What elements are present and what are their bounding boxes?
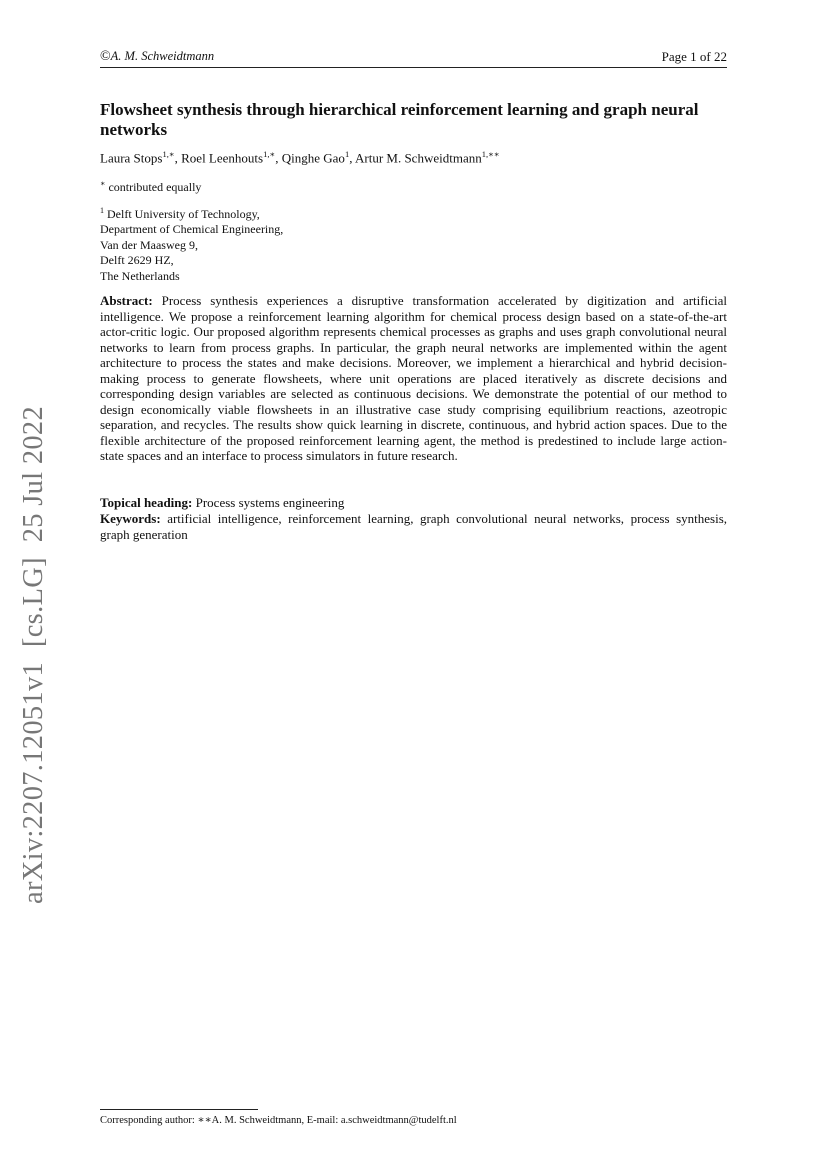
author-affiliation-mark: 1	[344, 149, 350, 159]
affiliation-line: Van der Maasweg 9,	[100, 237, 198, 252]
header-divider	[100, 67, 727, 68]
copyright-symbol: ©	[100, 49, 111, 64]
running-header-author	[100, 49, 214, 65]
affiliation-line: The Netherlands	[100, 268, 180, 283]
abstract-label: Abstract:	[100, 293, 153, 308]
paper-title: Flowsheet synthesis through hierarchical reinforcement learning and graph neural networks	[100, 100, 699, 139]
equal-contribution-note: ∗ contributed equally	[100, 179, 202, 194]
abstract-text: Process synthesis experiences a disruptive transformation accelerated by digitization and artificial intelligence. We propose a reinforcement learning algorithm for chemical process design based on a state-of-the-art actor-critic logic. Our proposed algorithm represents chemical processes as graphs and uses graph convolutional neural networks to learn from process graphs. In particular, the graph neural networks are implemented within the agent architecture to process the states and make decisions. Moreover, we implement a hierarchical and hybrid decision-making process to generate flowsheets, where unit operations are placed iteratively as discrete decisions and corresponding design variables are selected as continuous decisions. We demonstrate the potential of our method to design economically viable flowsheets in an illustrative case study comprising equilibrium reactions, azeotropic separation, and recycles. The results show quick learning in discrete, continuous, and hybrid action spaces. Due to the flexible architecture of the proposed reinforcement learning agent, the method is predestined to include large action-state spaces and an interface to process simulators in future research.	[100, 293, 727, 464]
page-number: Page 1 of 22	[661, 49, 727, 64]
affiliation-block: $^1$ Delft University of Technology, Department of Chemical Engineering, Van der Maasweg 9, Delft 2629 HZ, The Netherlands	[100, 206, 284, 283]
author-affiliation-mark: 1,∗	[263, 149, 276, 159]
affiliation-line: Delft University of Technology,	[107, 207, 260, 221]
affiliation-line: Department of Chemical Engineering,	[100, 222, 284, 237]
topical-heading: Topical heading: Process systems engineering	[100, 495, 345, 510]
footnote-divider	[100, 1109, 258, 1110]
corresponding-author-footnote: Corresponding author: ∗∗A. M. Schweidtmann, E-mail: a.schweidtmann@tudelft.nl	[100, 1115, 457, 1126]
author-affiliation-mark: 1,∗	[162, 149, 175, 159]
author-affiliation-mark: 1,∗∗	[481, 149, 500, 159]
abstract	[100, 293, 727, 464]
keywords: Keywords: artificial intelligence, reinforcement learning, graph convolutional neural networks, process synthesis, graph generation	[100, 511, 728, 542]
author-list: Laura Stops$^{1,∗}$, Roel Leenhouts$^{1,∗}$, Qinghe Gao$^1$, Artur M. Schweidtmann$^{1,∗∗}$	[100, 149, 500, 166]
header-author-name: A. M. Schweidtmann	[110, 49, 215, 63]
author-name: Roel Leenhouts	[181, 150, 264, 166]
author-name: Laura Stops	[100, 150, 163, 166]
author-name: Artur M. Schweidtmann	[354, 150, 482, 166]
author-name: Qinghe Gao	[281, 150, 345, 166]
affiliation-line: Delft 2629 HZ,	[100, 253, 174, 268]
arxiv-identifier-stamp: arXiv:2207.12051v1 [cs.LG] 25 Jul 2022	[18, 405, 49, 904]
